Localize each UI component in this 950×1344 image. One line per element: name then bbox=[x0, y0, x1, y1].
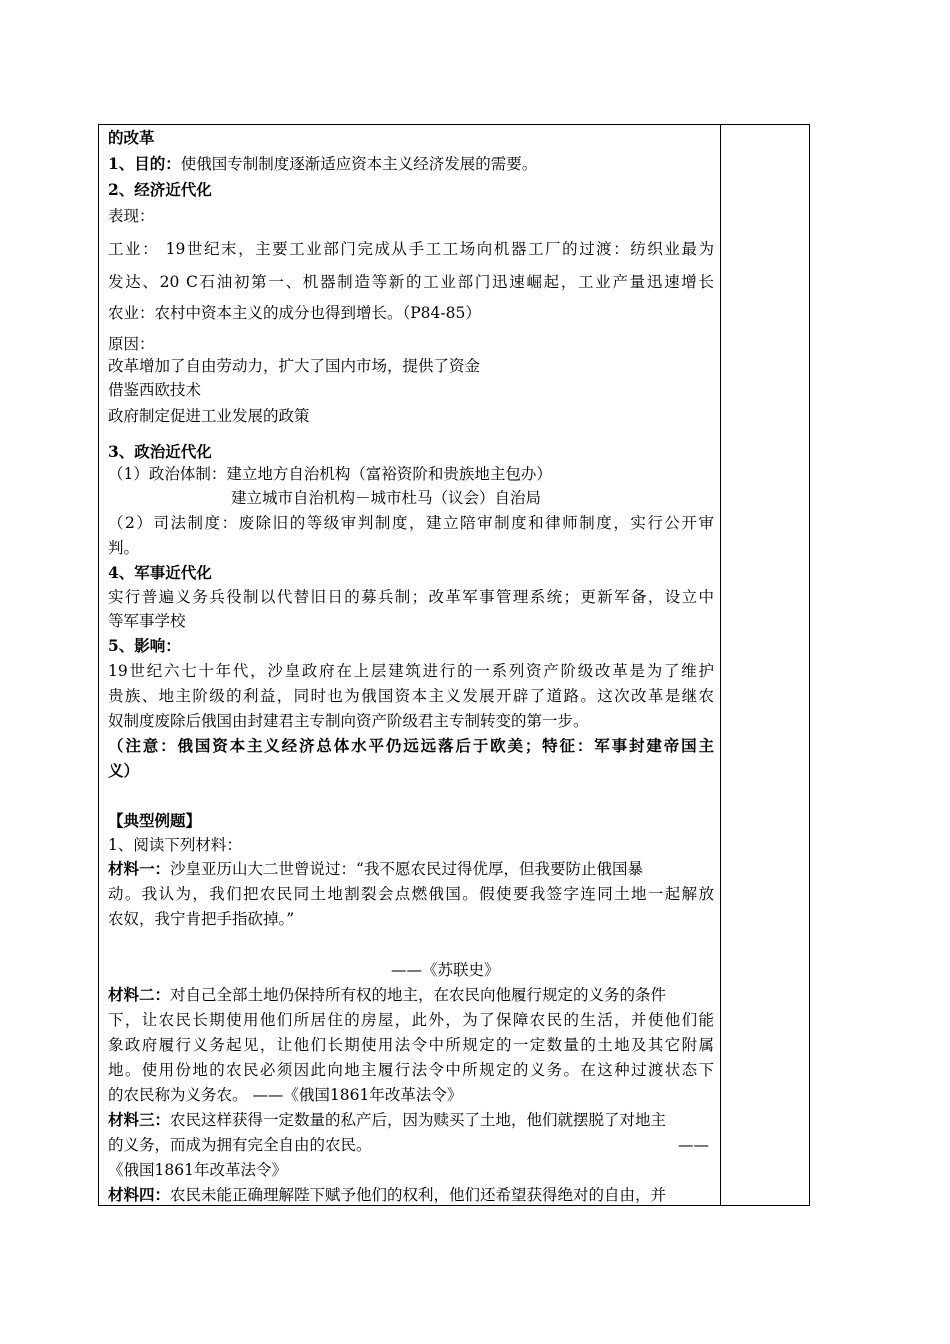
material-1-source: ——《苏联史》 bbox=[391, 961, 500, 979]
note-line-2: 义） bbox=[108, 761, 140, 780]
material-2-label: 材料二： bbox=[108, 985, 171, 1004]
heading-reform-tail: 的改革 bbox=[108, 128, 155, 147]
agriculture-line: 农业：农村中资本主义的成分也得到增长。（P84-85） bbox=[108, 304, 481, 322]
material-1-text: 沙皇亚历山大二世曾说过：“我不愿农民过得优厚，但我要防止俄国暴 bbox=[170, 860, 643, 878]
impact-line-2: 贵族、地主阶级的利益，同时也为俄国资本主义发展开辟了道路。这次改革是继农 bbox=[108, 687, 714, 705]
material-3-line-2: 的义务，而成为拥有完全自由的农民。 bbox=[108, 1136, 372, 1154]
main-column bbox=[99, 125, 721, 1205]
material-4-line-1 bbox=[108, 1184, 666, 1206]
industry-line-2: 发达、20 C石油初第一、机器制造等新的工业部门迅速崛起，工业产量迅速增长 bbox=[108, 273, 714, 291]
politics-item-2: （2）司法制度：废除旧的等级审判制度，建立陪审制度和律师制度，实行公开审 bbox=[108, 514, 714, 532]
military-line-1: 实行普遍义务兵役制以代替旧日的募兵制；改革军事管理系统；更新军备，设立中 bbox=[108, 588, 714, 606]
material-2-line-4: 地。使用份地的农民必须因此向地主履行法令中所规定的义务。在这种过渡状态下 bbox=[108, 1061, 714, 1079]
question-1: 1、阅读下列材料： bbox=[108, 836, 242, 854]
material-2-line-5: 的农民称为义务农。 ——《俄国1861年改革法令》 bbox=[108, 1086, 463, 1104]
material-1-line-2: 动。我认为，我们把农民同土地割裂会点燃俄国。假使要我签字连同土地一起解放 bbox=[108, 885, 714, 903]
material-3-text: 农民这样获得一定数量的私产后，因为赎买了土地，他们就摆脱了对地主 bbox=[170, 1111, 667, 1129]
politics-item-1-cont: 建立城市自治机构－城市杜马（议会）自治局 bbox=[231, 489, 542, 507]
material-3-source: 《俄国1861年改革法令》 bbox=[108, 1161, 287, 1179]
impact-line-1: 19世纪六七十年代，沙皇政府在上层建筑进行的一系列资产阶级改革是为了维护 bbox=[108, 662, 714, 680]
material-3-dash: —— bbox=[678, 1136, 709, 1154]
material-1-line-3: 农奴，我宁肯把手指砍掉。” bbox=[108, 910, 295, 928]
goal-text: 使俄国专制制度逐渐适应资本主义经济发展的需要。 bbox=[180, 155, 538, 173]
label-performance: 表现： bbox=[108, 207, 155, 225]
heading-politics: 3、政治近代化 bbox=[108, 442, 212, 461]
material-2-line-1 bbox=[108, 984, 666, 1006]
impact-line-3: 奴制度废除后俄国由封建君主专制向资产阶级君主专制转变的第一步。 bbox=[108, 712, 589, 730]
material-2-text: 对自己全部土地仍保持所有权的地主，在农民向他履行规定的义务的条件 bbox=[170, 986, 667, 1004]
material-2-line-2: 下，让农民长期使用他们所居住的房屋，此外，为了保障农民的生活，并使他们能 bbox=[108, 1011, 714, 1029]
military-line-2: 等军事学校 bbox=[108, 612, 186, 630]
heading-military: 4、军事近代化 bbox=[108, 563, 212, 582]
material-1-line-1 bbox=[108, 858, 643, 880]
reason-3: 政府制定促进工业发展的政策 bbox=[108, 407, 310, 425]
goal-label: 1、目的： bbox=[108, 154, 181, 173]
reason-2: 借鉴西欧技术 bbox=[108, 381, 202, 399]
page-table bbox=[98, 124, 810, 1206]
heading-examples: 【典型例题】 bbox=[108, 811, 202, 830]
note-line-1: （注意：俄国资本主义经济总体水平仍远远落后于欧美；特征：军事封建帝国主 bbox=[108, 736, 714, 755]
material-4-label: 材料四： bbox=[108, 1185, 171, 1204]
politics-item-2-cont: 判。 bbox=[108, 539, 140, 557]
heading-impact: 5、影响： bbox=[108, 636, 181, 655]
material-4-text: 农民未能正确理解陛下赋予他们的权利，他们还希望获得绝对的自由，并 bbox=[170, 1186, 667, 1204]
material-3-label: 材料三： bbox=[108, 1110, 171, 1129]
goal-line bbox=[108, 153, 537, 175]
heading-economy: 2、经济近代化 bbox=[108, 180, 212, 199]
politics-item-1: （1）政治体制：建立地方自治机构（富裕资阶和贵族地主包办） bbox=[108, 465, 552, 483]
industry-line-1: 工业： 19世纪末，主要工业部门完成从手工工场向机器工厂的过渡：纺织业最为 bbox=[108, 240, 714, 258]
material-1-label: 材料一： bbox=[108, 859, 171, 878]
side-column bbox=[721, 125, 809, 1205]
label-reasons: 原因： bbox=[108, 335, 155, 353]
material-3-line-1 bbox=[108, 1109, 666, 1131]
reason-1: 改革增加了自由劳动力，扩大了国内市场，提供了资金 bbox=[108, 357, 481, 375]
material-2-line-3: 象政府履行义务起见，让他们长期使用法令中所规定的一定数量的土地及其它附属 bbox=[108, 1036, 714, 1054]
